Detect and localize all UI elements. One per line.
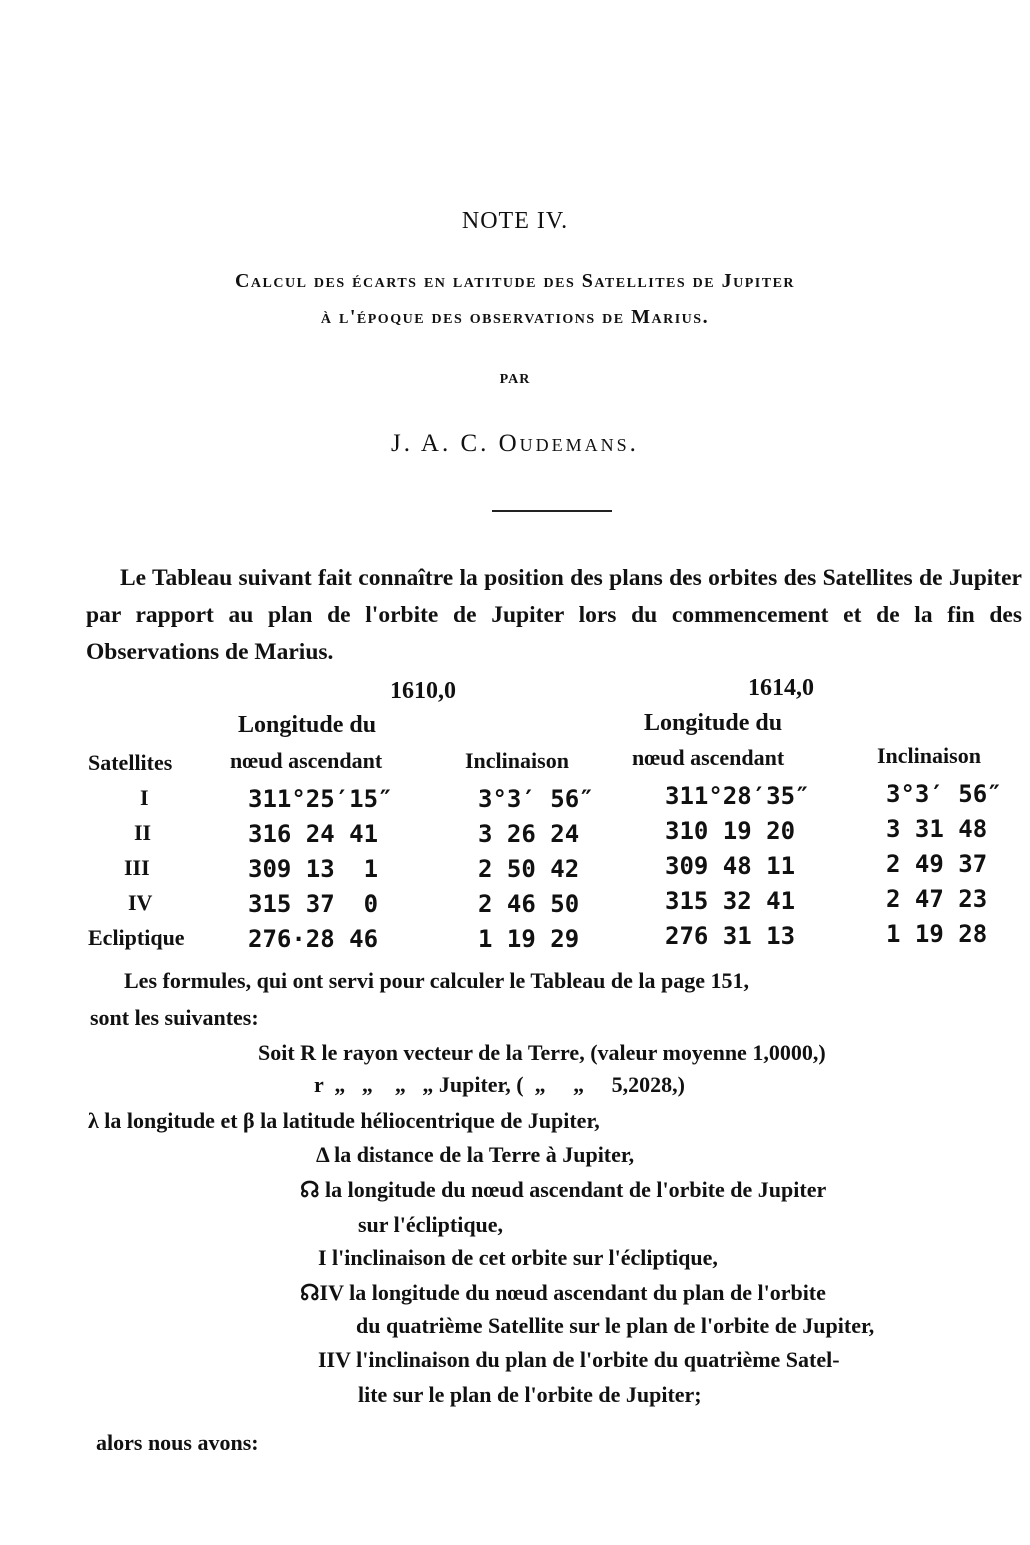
satellites-header: Satellites bbox=[88, 750, 173, 775]
delta-line: Δ la distance de la Terre à Jupiter, bbox=[316, 1142, 635, 1167]
row-longitude-1610: 311°25′15″ bbox=[248, 785, 393, 813]
inclination-line-4: IIV l'inclinaison du plan de l'orbite du quatrième Satel- bbox=[318, 1347, 840, 1372]
row-inclination-1614: 3°3′ 56″ bbox=[886, 780, 1002, 808]
soit-line: Soit R le rayon vecteur de la Terre, (valeur moyenne 1,0000,) bbox=[258, 1040, 826, 1065]
formulas-line-1: Les formules, qui ont servi pour calculer le Tableau de la page 151, bbox=[124, 968, 749, 993]
inclination-header-2: Inclinaison bbox=[877, 743, 981, 768]
node-line-1b: sur l'écliptique, bbox=[358, 1212, 504, 1237]
row-longitude-1610: 309 13 1 bbox=[248, 855, 379, 883]
row-name: I bbox=[140, 785, 149, 810]
inclination-header-1: Inclinaison bbox=[465, 748, 569, 773]
node-line-4b: du quatrième Satellite sur le plan de l'orbite de Jupiter, bbox=[356, 1313, 875, 1338]
longitude-header-b-2: nœud ascendant bbox=[632, 745, 785, 770]
row-inclination-1610: 2 46 50 bbox=[478, 890, 580, 918]
r-line: r „ „ „ „ Jupiter, ( „ „ 5,2028,) bbox=[314, 1072, 685, 1097]
title-line-1: Calcul des écarts en latitude des Satellites de Jupiter bbox=[234, 270, 796, 292]
note-title: NOTE IV. bbox=[461, 208, 569, 234]
inclination-line-4b: lite sur le plan de l'orbite de Jupiter; bbox=[358, 1382, 702, 1407]
row-longitude-1614: 311°28′35″ bbox=[665, 782, 810, 810]
lambda-line: λ la longitude et β la latitude héliocentrique de Jupiter, bbox=[88, 1108, 600, 1133]
longitude-header-a-1: Longitude du bbox=[238, 712, 377, 738]
inclination-line: I l'inclinaison de cet orbite sur l'écliptique, bbox=[318, 1245, 718, 1270]
node-line-4: ☊IV la longitude du nœud ascendant du plan de l'orbite bbox=[300, 1280, 826, 1305]
row-inclination-1610: 3 26 24 bbox=[478, 820, 580, 848]
node-line-1: ☊ la longitude du nœud ascendant de l'orbite de Jupiter bbox=[300, 1177, 827, 1202]
row-inclination-1610: 2 50 42 bbox=[478, 855, 580, 883]
row-longitude-1614: 276 31 13 bbox=[665, 922, 796, 950]
row-inclination-1614: 2 49 37 bbox=[886, 850, 988, 878]
longitude-header-a-2: Longitude du bbox=[644, 710, 783, 736]
title-line-2: à l'époque des observations de Marius. bbox=[320, 306, 710, 328]
row-inclination-1614: 3 31 48 bbox=[886, 815, 988, 843]
final-line: alors nous avons: bbox=[96, 1430, 259, 1455]
row-longitude-1614: 310 19 20 bbox=[665, 817, 796, 845]
row-name: IV bbox=[128, 890, 153, 915]
row-name: Ecliptique bbox=[88, 925, 185, 950]
row-inclination-1614: 2 47 23 bbox=[886, 885, 988, 913]
epoch-1614: 1614,0 bbox=[748, 675, 814, 701]
row-longitude-1610: 315 37 0 bbox=[248, 890, 379, 918]
longitude-header-b-1: nœud ascendant bbox=[230, 748, 383, 773]
row-inclination-1610: 3°3′ 56″ bbox=[478, 785, 594, 813]
row-longitude-1614: 315 32 41 bbox=[665, 887, 796, 915]
row-longitude-1614: 309 48 11 bbox=[665, 852, 796, 880]
row-longitude-1610: 316 24 41 bbox=[248, 820, 379, 848]
row-longitude-1610: 276·28 46 bbox=[248, 925, 379, 953]
intro-text: Le Tableau suivant fait connaître la position des plans des orbites des Satellites de Jupiter par rapport au plan de l'orbite de Jupiter lors du commencement et de la fin des Observations de Marius. bbox=[86, 565, 1022, 665]
row-inclination-1614: 1 19 28 bbox=[886, 920, 988, 948]
row-inclination-1610: 1 19 29 bbox=[478, 925, 580, 953]
formulas-line-2: sont les suivantes: bbox=[90, 1005, 259, 1030]
row-name: III bbox=[124, 855, 150, 880]
section-divider bbox=[492, 510, 612, 512]
epoch-1610: 1610,0 bbox=[390, 678, 456, 704]
author: J. A. C. Oudemans. bbox=[391, 430, 639, 457]
intro-paragraph bbox=[86, 560, 1022, 671]
row-name: II bbox=[134, 820, 152, 845]
par-label: PAR bbox=[499, 372, 531, 387]
